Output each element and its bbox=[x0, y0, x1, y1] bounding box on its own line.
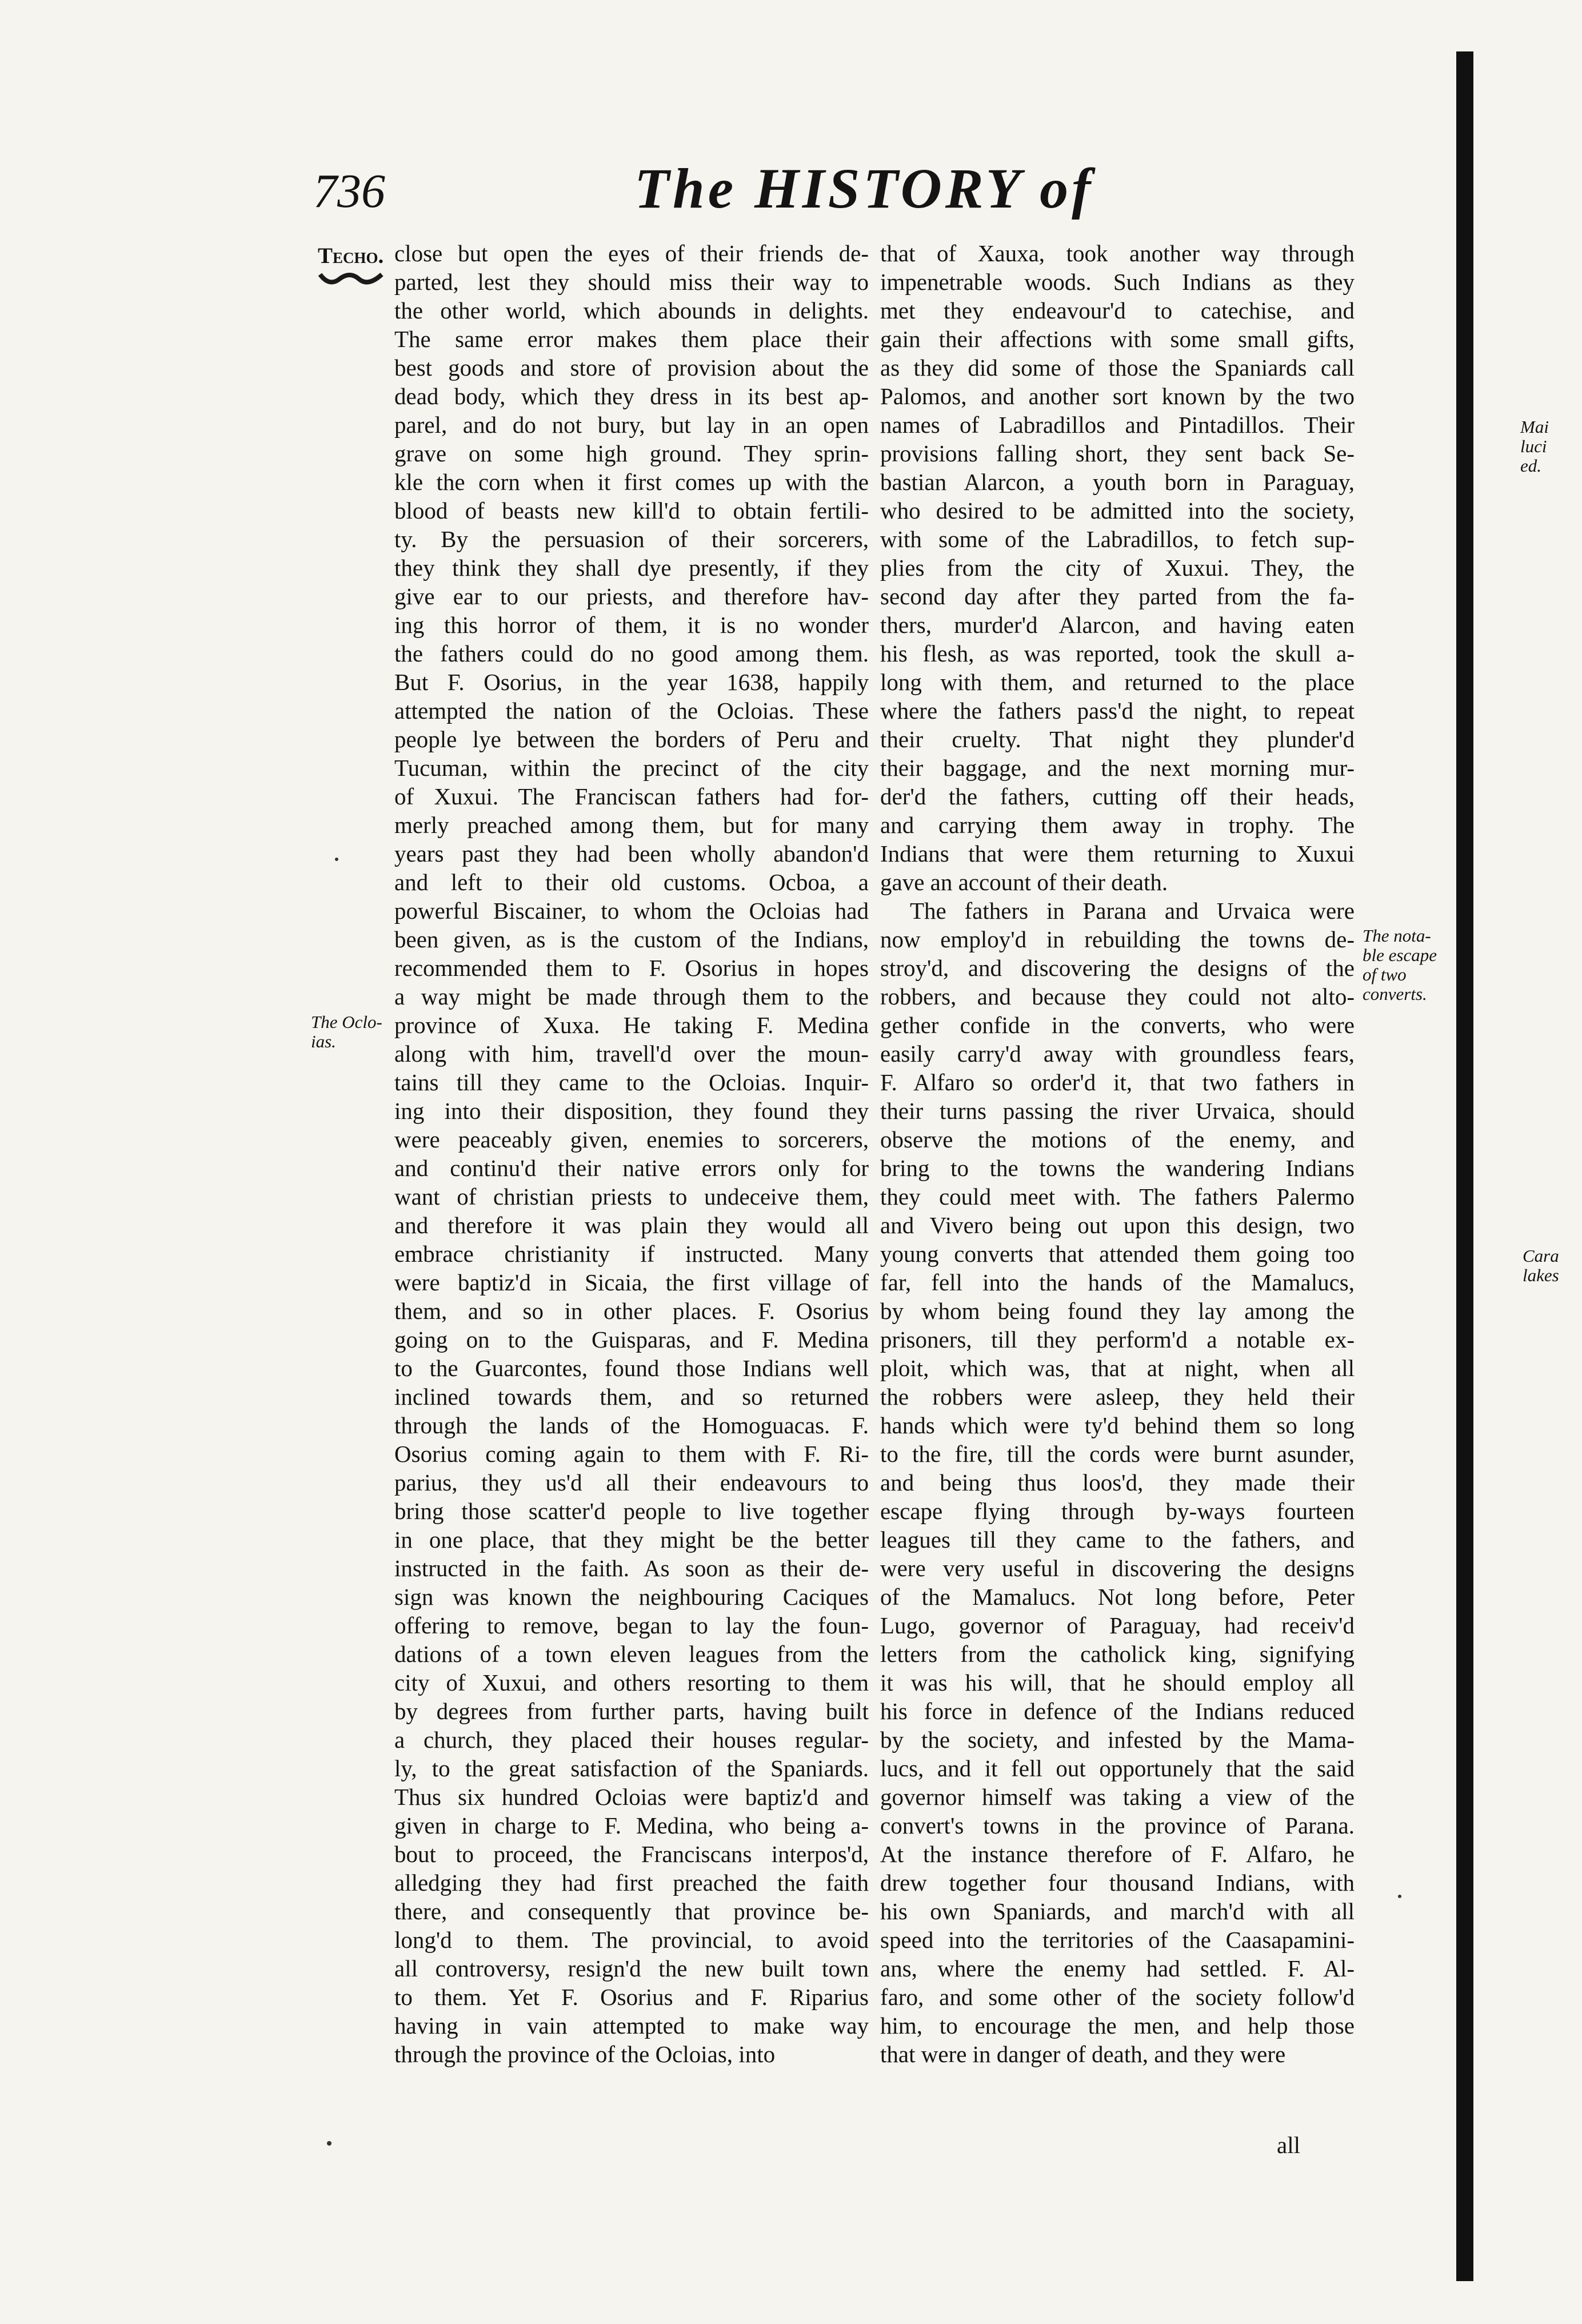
left-text-column bbox=[394, 239, 869, 2068]
right-text-column bbox=[880, 239, 1355, 2068]
text-line: in one place, that they might be the better bbox=[394, 1526, 869, 1553]
text-line: they think they shall dye presently, if they bbox=[394, 555, 869, 581]
text-line: through the province of the Ocloias, into bbox=[394, 2041, 776, 2067]
text-line: escape flying through by-ways fourteen bbox=[880, 1498, 1355, 1524]
text-line: drew together four thousand Indians, with bbox=[880, 1869, 1355, 1896]
text-line: a church, they placed their houses regular- bbox=[394, 1727, 869, 1753]
ink-speck bbox=[327, 2141, 331, 2146]
margin-note-line: converts. bbox=[1363, 984, 1427, 1004]
text-line: there, and consequently that province be- bbox=[394, 1898, 869, 1924]
text-line: along with him, travell'd over the moun- bbox=[394, 1041, 869, 1067]
text-line: want of christian priests to undeceive them, bbox=[394, 1183, 869, 1210]
text-line: lucs, and it fell out opportunely that the said bbox=[880, 1755, 1355, 1781]
text-line: bastian Alarcon, a youth born in Paraguay, bbox=[880, 469, 1355, 495]
page-number: 736 bbox=[313, 165, 385, 218]
text-line: by whom being found they lay among the bbox=[880, 1298, 1355, 1324]
text-line: been given, as is the custom of the Indians, bbox=[394, 926, 869, 952]
text-line: and Vivero being out upon this design, two bbox=[880, 1212, 1355, 1238]
text-line: instructed in the faith. As soon as their de- bbox=[394, 1555, 869, 1581]
text-line: province of Xuxa. He taking F. Medina bbox=[394, 1012, 869, 1038]
text-line: merly preached among them, but for many bbox=[394, 812, 869, 838]
text-line: by degrees from further parts, having built bbox=[394, 1698, 869, 1724]
text-line: Indians that were them returning to Xuxui bbox=[880, 840, 1355, 867]
text-line: gave an account of their death. bbox=[880, 869, 1168, 895]
text-line: a way might be made through them to the bbox=[394, 983, 869, 1010]
text-line: dations of a town eleven leagues from the bbox=[394, 1641, 869, 1667]
margin-note-line: ble escape bbox=[1363, 945, 1437, 965]
text-line: offering to remove, began to lay the foun- bbox=[394, 1612, 869, 1639]
text-line: names of Labradillos and Pintadillos. Their bbox=[880, 412, 1355, 438]
text-line: his flesh, as was reported, took the skull a- bbox=[880, 640, 1355, 667]
text-line: city of Xuxui, and others resorting to them bbox=[394, 1669, 869, 1696]
text-line: young converts that attended them going too bbox=[880, 1241, 1355, 1267]
text-line: and therefore it was plain they would all bbox=[394, 1212, 869, 1238]
text-line: them, and so in other places. F. Osorius bbox=[394, 1298, 869, 1324]
text-line: him, to encourage the men, and help those bbox=[880, 2012, 1355, 2039]
text-line: Thus six hundred Ocloias were baptiz'd and bbox=[394, 1784, 869, 1810]
text-line: to the fire, till the cords were burnt asunder, bbox=[880, 1441, 1355, 1467]
text-line: to them. Yet F. Osorius and F. Riparius bbox=[394, 1984, 869, 2010]
text-line: of the Mamalucs. Not long before, Peter bbox=[880, 1584, 1355, 1610]
text-line: faro, and some other of the society follow'd bbox=[880, 1984, 1355, 2010]
text-line: ploit, which was, that at night, when all bbox=[880, 1355, 1355, 1381]
text-line: were very useful in discovering the designs bbox=[880, 1555, 1355, 1581]
text-line: with some of the Labradillos, to fetch sup- bbox=[880, 526, 1355, 552]
text-line: where the fathers pass'd the night, to repeat bbox=[880, 697, 1355, 724]
text-line: gain their affections with some small gifts, bbox=[880, 326, 1355, 352]
text-line: that were in danger of death, and they were bbox=[880, 2041, 1286, 2067]
text-line: easily carry'd away with groundless fears, bbox=[880, 1041, 1355, 1067]
text-line: robbers, and because they could not alto- bbox=[880, 983, 1355, 1010]
text-line: were baptiz'd in Sicaia, the first village of bbox=[394, 1269, 869, 1295]
text-line: their cruelty. That night they plunder'd bbox=[880, 726, 1355, 752]
text-line: impenetrable woods. Such Indians as they bbox=[880, 269, 1355, 295]
text-line: and carrying them away in trophy. The bbox=[880, 812, 1355, 838]
text-line: it was his will, that he should employ all bbox=[880, 1669, 1355, 1696]
text-line: thers, murder'd Alarcon, and having eaten bbox=[880, 612, 1355, 638]
text-line: give ear to our priests, and therefore hav- bbox=[394, 583, 869, 609]
text-line: his force in defence of the Indians reduced bbox=[880, 1698, 1355, 1724]
text-line: the fathers could do no good among them. bbox=[394, 640, 869, 667]
text-line: bring those scatter'd people to live together bbox=[394, 1498, 869, 1524]
margin-note-right-top bbox=[1520, 417, 1549, 476]
text-line: ly, to the great satisfaction of the Spaniards. bbox=[394, 1755, 869, 1781]
text-line: stroy'd, and discovering the designs of the bbox=[880, 955, 1355, 981]
text-line: speed into the territories of the Caasapamini- bbox=[880, 1927, 1355, 1953]
text-line: sign was known the neighbouring Caciques bbox=[394, 1584, 869, 1610]
text-line: der'd the fathers, cutting off their heads, bbox=[880, 783, 1355, 810]
text-line: dead body, which they dress in its best ap- bbox=[394, 383, 869, 409]
text-line: the robbers were asleep, they held their bbox=[880, 1384, 1355, 1410]
margin-note-right-mid bbox=[1523, 1246, 1559, 1285]
text-line: leagues till they came to the fathers, and bbox=[880, 1526, 1355, 1553]
running-title: The HISTORY of bbox=[634, 157, 1094, 220]
margin-note-line: The Oclo- bbox=[311, 1012, 382, 1032]
margin-note-ocloias bbox=[311, 1012, 382, 1051]
text-line: going on to the Guisparas, and F. Medina bbox=[394, 1326, 869, 1353]
text-line: who desired to be admitted into the society, bbox=[880, 497, 1355, 524]
margin-note-escape bbox=[1363, 926, 1437, 1004]
text-line: ing into their disposition, they found they bbox=[394, 1098, 869, 1124]
text-line: gether confide in the converts, who were bbox=[880, 1012, 1355, 1038]
text-line: parel, and do not bury, but lay in an open bbox=[394, 412, 869, 438]
text-line: long with them, and returned to the place bbox=[880, 669, 1355, 695]
text-line: years past they had been wholly abandon'd bbox=[394, 840, 869, 867]
margin-note-line: ed. bbox=[1520, 456, 1542, 476]
text-line: and being thus loos'd, they made their bbox=[880, 1469, 1355, 1496]
binding-edge-rule bbox=[1456, 51, 1473, 2281]
text-line: having in vain attempted to make way bbox=[394, 2012, 869, 2039]
text-line: all controversy, resign'd the new built town bbox=[394, 1955, 869, 1982]
text-line: close but open the eyes of their friends de- bbox=[394, 240, 869, 266]
margin-note-line: luci bbox=[1520, 436, 1547, 456]
ink-speck bbox=[1398, 1895, 1401, 1898]
text-line: and continu'd their native errors only for bbox=[394, 1155, 869, 1181]
text-line: given in charge to F. Medina, who being a- bbox=[394, 1812, 869, 1839]
text-line: that of Xauxa, took another way through bbox=[880, 240, 1355, 266]
text-line: bring to the towns the wandering Indians bbox=[880, 1155, 1355, 1181]
text-line: alledging they had first preached the faith bbox=[394, 1869, 869, 1896]
text-line: F. Alfaro so order'd it, that two fathers in bbox=[880, 1069, 1355, 1095]
text-line: plies from the city of Xuxui. They, the bbox=[880, 555, 1355, 581]
text-line: provisions falling short, they sent back Se- bbox=[880, 440, 1355, 467]
margin-note-line: ias. bbox=[311, 1031, 336, 1051]
margin-note-line: The nota- bbox=[1363, 926, 1431, 946]
text-line: kle the corn when it first comes up with the bbox=[394, 469, 869, 495]
text-line: blood of beasts new kill'd to obtain fertili- bbox=[394, 497, 869, 524]
text-line: recommended them to F. Osorius in hopes bbox=[394, 955, 869, 981]
text-line: now employ'd in rebuilding the towns de- bbox=[880, 926, 1355, 952]
text-line: bout to proceed, the Franciscans interpos'd, bbox=[394, 1841, 869, 1867]
text-line: embrace christianity if instructed. Many bbox=[394, 1241, 869, 1267]
text-line: Palomos, and another sort known by the two bbox=[880, 383, 1355, 409]
text-line: grave on some high ground. They sprin- bbox=[394, 440, 869, 467]
text-line: by the society, and infested by the Mama- bbox=[880, 1727, 1355, 1753]
catchword-techo: Techo. bbox=[318, 244, 384, 268]
text-line: through the lands of the Homoguacas. F. bbox=[394, 1412, 869, 1438]
text-line: convert's towns in the province of Parana. bbox=[880, 1812, 1355, 1839]
text-line: to the Guarcontes, found those Indians well bbox=[394, 1355, 869, 1381]
text-line: far, fell into the hands of the Mamalucs, bbox=[880, 1269, 1355, 1295]
margin-note-line: Mai bbox=[1520, 417, 1549, 437]
text-line: inclined towards them, and so returned bbox=[394, 1384, 869, 1410]
text-line: parius, they us'd all their endeavours to bbox=[394, 1469, 869, 1496]
text-line: best goods and store of provision about the bbox=[394, 354, 869, 381]
text-line: governor himself was taking a view of the bbox=[880, 1784, 1355, 1810]
text-line: his own Spaniards, and march'd with all bbox=[880, 1898, 1355, 1924]
text-line: Tucuman, within the precinct of the city bbox=[394, 755, 869, 781]
text-line: as they did some of those the Spaniards call bbox=[880, 354, 1355, 381]
text-line: letters from the catholick king, signifying bbox=[880, 1641, 1355, 1667]
margin-note-line: of two bbox=[1363, 964, 1407, 984]
text-line: ans, where the enemy had settled. F. Al- bbox=[880, 1955, 1355, 1982]
text-line: second day after they parted from the fa- bbox=[880, 583, 1355, 609]
text-line: Lugo, governor of Paraguay, had receiv'd bbox=[880, 1612, 1355, 1639]
text-line: powerful Biscainer, to whom the Ocloias had bbox=[394, 898, 869, 924]
tilde-flourish-icon bbox=[318, 269, 386, 289]
text-line: hands which were ty'd behind them so long bbox=[880, 1412, 1355, 1438]
text-line: met they endeavour'd to catechise, and bbox=[880, 297, 1355, 324]
margin-note-line: lakes bbox=[1523, 1265, 1559, 1285]
text-line: of Xuxui. The Franciscan fathers had for- bbox=[394, 783, 869, 810]
text-line: tains till they came to the Ocloias. Inquir- bbox=[394, 1069, 869, 1095]
text-line: their baggage, and the next morning mur- bbox=[880, 755, 1355, 781]
text-line: were peaceably given, enemies to sorcerers, bbox=[394, 1126, 869, 1153]
text-line: they could meet with. The fathers Palermo bbox=[880, 1183, 1355, 1210]
text-line: people lye between the borders of Peru and bbox=[394, 726, 869, 752]
text-line: the other world, which abounds in delights. bbox=[394, 297, 869, 324]
text-line: their turns passing the river Urvaica, should bbox=[880, 1098, 1355, 1124]
text-line: ty. By the persuasion of their sorcerers, bbox=[394, 526, 869, 552]
text-line: The fathers in Parana and Urvaica were bbox=[910, 898, 1355, 924]
text-line: Osorius coming again to them with F. Ri- bbox=[394, 1441, 869, 1467]
text-line: prisoners, till they perform'd a notable ex- bbox=[880, 1326, 1355, 1353]
text-line: parted, lest they should miss their way to bbox=[394, 269, 869, 295]
text-line: At the instance therefore of F. Alfaro, he bbox=[880, 1841, 1355, 1867]
margin-note-line: Cara bbox=[1523, 1246, 1559, 1266]
text-line: and left to their old customs. Ocboa, a bbox=[394, 869, 869, 895]
ink-speck bbox=[335, 858, 338, 861]
text-line: The same error makes them place their bbox=[394, 326, 869, 352]
text-line: long'd to them. The provincial, to avoid bbox=[394, 1927, 869, 1953]
text-line: attempted the nation of the Ocloias. These bbox=[394, 697, 869, 724]
text-line: observe the motions of the enemy, and bbox=[880, 1126, 1355, 1153]
bottom-catchword: all bbox=[1277, 2132, 1300, 2158]
text-line: ing this horror of them, it is no wonder bbox=[394, 612, 869, 638]
text-line: But F. Osorius, in the year 1638, happily bbox=[394, 669, 869, 695]
